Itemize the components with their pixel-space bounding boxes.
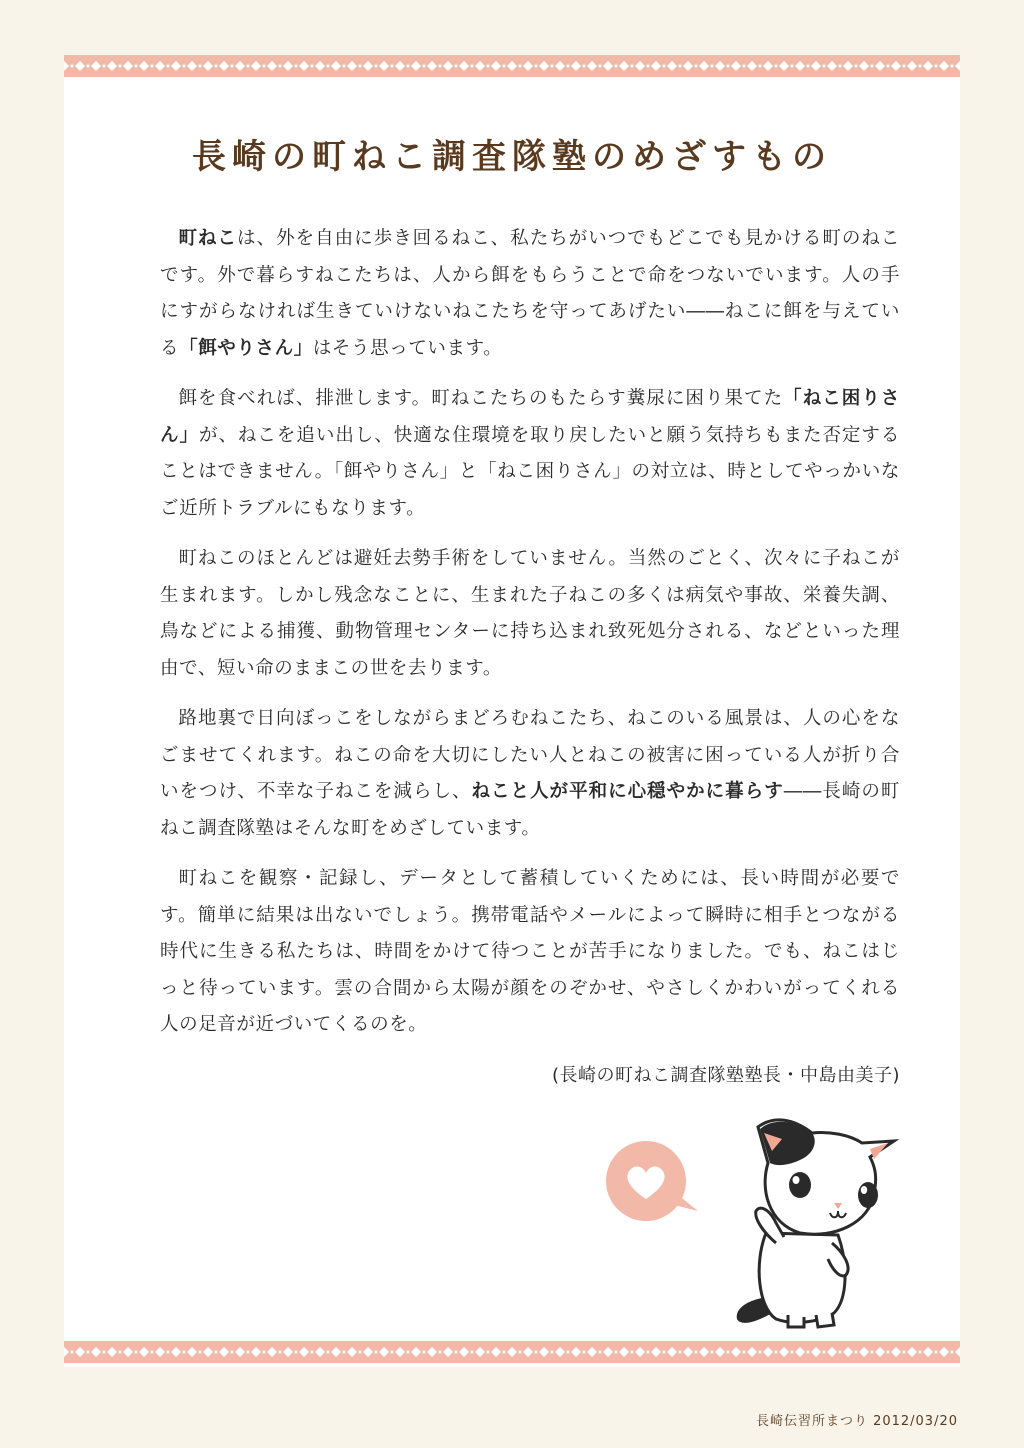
lace-dot <box>678 1350 681 1353</box>
calico-cat-mascot <box>684 1093 904 1333</box>
lace-dot <box>86 64 89 67</box>
lace-dot <box>630 64 633 67</box>
lace-dot <box>726 1350 729 1353</box>
lace-dot <box>246 64 249 67</box>
lace-dot <box>70 64 73 67</box>
lace-dot <box>310 64 313 67</box>
lace-dot <box>758 64 761 67</box>
lace-dot <box>582 64 585 67</box>
lace-dot <box>294 1350 297 1353</box>
lace-dot <box>502 64 505 67</box>
lace-dot <box>550 64 553 67</box>
lace-dot <box>486 1350 489 1353</box>
lace-dot <box>454 64 457 67</box>
lace-dot <box>134 1350 137 1353</box>
paragraph-2-text: 餌を食べれば、排泄します。町ねこたちのもたらす糞尿に困り果てた <box>178 388 784 409</box>
lace-dot <box>198 1350 201 1353</box>
lace-dot <box>278 1350 281 1353</box>
lace-dot <box>150 64 153 67</box>
lace-dot <box>118 64 121 67</box>
lace-dot <box>630 1350 633 1353</box>
lace-dot <box>214 64 217 67</box>
lace-dot <box>358 1350 361 1353</box>
lace-dot <box>262 1350 265 1353</box>
lace-dot <box>326 64 329 67</box>
lace-dot <box>230 1350 233 1353</box>
lace-dot <box>406 1350 409 1353</box>
lace-dot <box>182 1350 185 1353</box>
lace-dot <box>582 1350 585 1353</box>
author-signature: (長崎の町ねこ調査隊塾塾長・中島由美子) <box>551 1064 900 1086</box>
lace-dot <box>934 1350 937 1353</box>
lace-dot <box>230 64 233 67</box>
article-body <box>160 221 900 1094</box>
lace-dot <box>726 64 729 67</box>
lace-dot <box>662 64 665 67</box>
lace-dot <box>422 1350 425 1353</box>
paragraph-2-end: が、ねこを追い出し、快適な住環境を取り戻したいと願う気持ちもまた否定することはできません。「餌やりさん」と「ねこ困りさん」の対立は、時としてやっかいなご近所トラブルにもなります。 <box>160 424 900 519</box>
lace-dot <box>854 64 857 67</box>
lace-dot <box>790 64 793 67</box>
lace-dot <box>598 64 601 67</box>
paragraph-4-end: ――長崎の町ねこ調査隊塾はそんな町をめざしています。 <box>160 781 900 839</box>
lace-dot <box>182 64 185 67</box>
bottom-lace-border <box>64 1341 960 1363</box>
lace-dot <box>870 1350 873 1353</box>
lace-dot <box>838 1350 841 1353</box>
lace-dot <box>294 64 297 67</box>
page-title: 長崎の町ねこ調査隊塾のめざすもの <box>192 137 832 177</box>
lace-dot <box>742 64 745 67</box>
lace-dot <box>486 64 489 67</box>
lace-dot <box>454 1350 457 1353</box>
lace-dot <box>646 1350 649 1353</box>
lace-dot <box>934 64 937 67</box>
document-card <box>64 55 960 1367</box>
lace-dot <box>342 64 345 67</box>
lace-dot <box>710 64 713 67</box>
lace-dot <box>902 64 905 67</box>
lace-dot <box>246 1350 249 1353</box>
lace-dot <box>422 64 425 67</box>
paragraph-4 <box>160 701 900 847</box>
lace-dot <box>774 64 777 67</box>
paragraph-1-end: はそう思っています。 <box>312 337 503 359</box>
lace-dot <box>214 1350 217 1353</box>
lace-dot <box>886 1350 889 1353</box>
lace-dot <box>694 1350 697 1353</box>
lace-dot <box>678 64 681 67</box>
lace-dot <box>950 1350 953 1353</box>
paragraph-2 <box>160 381 900 527</box>
lace-dot <box>374 64 377 67</box>
lace-dot <box>342 1350 345 1353</box>
lace-dot <box>790 1350 793 1353</box>
lace-dot <box>118 1350 121 1353</box>
lace-dot <box>822 64 825 67</box>
lace-dot <box>742 1350 745 1353</box>
lace-dot <box>822 1350 825 1353</box>
lace-dot <box>566 64 569 67</box>
lace-dot <box>278 64 281 67</box>
lace-dot <box>598 1350 601 1353</box>
lace-dot <box>518 64 521 67</box>
lace-dot <box>806 1350 809 1353</box>
lace-dot <box>774 1350 777 1353</box>
paragraph-3: 町ねこのほとんどは避妊去勢手術をしていません。当然のごとく、次々に子ねこが生まれます。しかし残念なことに、生まれた子ねこの多くは病気や事故、栄養失調、鳥などによる捕獲、動物管理センターに持ち込まれ致死処分される、などといった理由で、短い命のままこの世を去ります。 <box>160 548 900 679</box>
lace-dot <box>550 1350 553 1353</box>
lace-dot <box>758 1350 761 1353</box>
lace-dot <box>662 1350 665 1353</box>
lace-dot <box>102 1350 105 1353</box>
lace-dot <box>614 1350 617 1353</box>
lace-dot <box>438 64 441 67</box>
emphasis-peace: ねこと人が平和に心穏やかに暮らす <box>471 781 784 802</box>
lace-dot <box>614 64 617 67</box>
lace-dot <box>102 64 105 67</box>
lace-dot <box>918 64 921 67</box>
lace-dot <box>902 1350 905 1353</box>
lace-dot <box>374 1350 377 1353</box>
lace-dot <box>438 1350 441 1353</box>
lace-dot <box>518 1350 521 1353</box>
lace-dot <box>534 64 537 67</box>
lace-dot <box>918 1350 921 1353</box>
lace-dot <box>390 1350 393 1353</box>
lace-dot <box>870 64 873 67</box>
top-lace-border <box>64 55 960 77</box>
lace-dot <box>646 64 649 67</box>
term-machineko: 町ねこ <box>178 228 238 249</box>
lace-dot <box>534 1350 537 1353</box>
lace-dot <box>806 64 809 67</box>
lace-dot <box>86 1350 89 1353</box>
lace-dot <box>262 64 265 67</box>
paragraph-5: 町ねこを観察・記録し、データとして蓄積していくためには、長い時間が必要です。簡単に結果は出ないでしょう。携帯電話やメールによって瞬時に相手とつながる時代に生きる私たちは、時間をかけて待つことが苦手になりました。でも、ねこはじっと待っています。雲の合間から太陽が顔をのぞかせ、やさしくかわいがってくれる人の足音が近づいてくるのを。 <box>160 868 900 1035</box>
lace-dot <box>358 64 361 67</box>
term-nekokomarisan: 「ねこ困りさん」 <box>160 388 901 446</box>
lace-dot <box>950 64 953 67</box>
lace-dot <box>502 1350 505 1353</box>
lace-dot <box>710 1350 713 1353</box>
lace-dot <box>390 64 393 67</box>
lace-dot <box>166 1350 169 1353</box>
lace-dot <box>470 64 473 67</box>
lace-dot <box>150 1350 153 1353</box>
lace-dot <box>854 1350 857 1353</box>
term-esayarisan: 「餌やりさん」 <box>179 337 313 359</box>
lace-dot <box>310 1350 313 1353</box>
lace-dot <box>406 64 409 67</box>
lace-dot <box>198 64 201 67</box>
lace-dot <box>838 64 841 67</box>
lace-dot <box>886 64 889 67</box>
lace-dot <box>326 1350 329 1353</box>
lace-dot <box>166 64 169 67</box>
paragraph-4-text: 路地裏で日向ぼっこをしながらまどろむねこたち、ねこのいる風景は、人の心をなごませてくれます。ねこの命を大切にしたい人とねこの被害に困っている人が折り合いをつけ、不幸な子ねこを減らし、 <box>160 708 900 802</box>
lace-dot <box>470 1350 473 1353</box>
lace-dot <box>694 64 697 67</box>
paragraph-1-text: は、外を自由に歩き回るねこ、私たちがいつでもどこでも見かける町のねこです。外で暮らすねこたちは、人から餌をもらうことで命をつないでいます。人の手にすがらなければ生きていけないねこたちを守ってあげたい――ねこに餌を与えている <box>160 228 900 359</box>
lace-dot <box>566 1350 569 1353</box>
footer-event-date: 長崎伝習所まつり 2012/03/20 <box>755 1414 958 1429</box>
paragraph-1 <box>160 221 900 367</box>
lace-dot <box>134 64 137 67</box>
lace-dot <box>70 1350 73 1353</box>
